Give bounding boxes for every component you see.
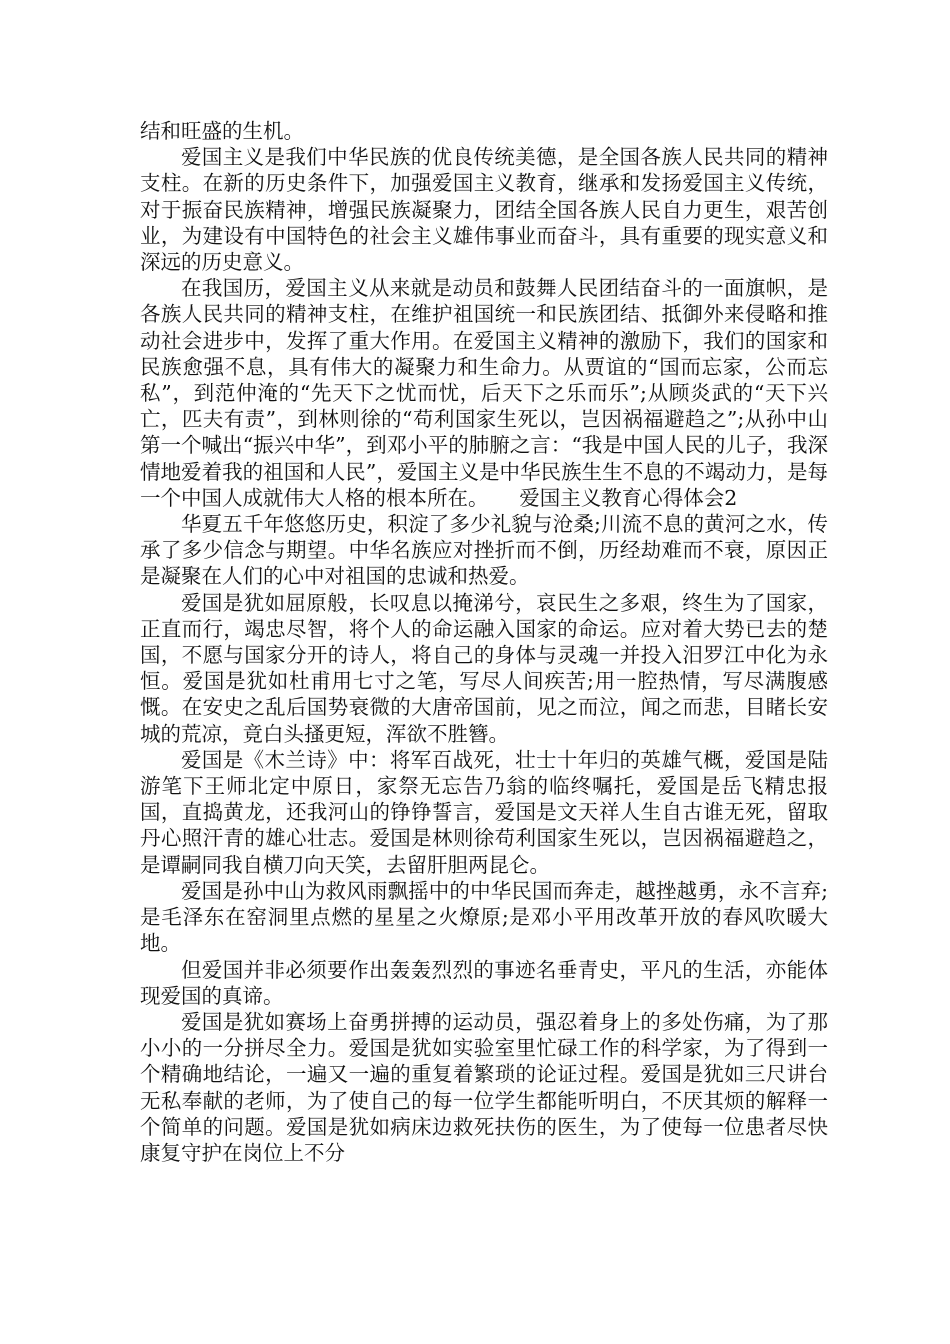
paragraph-continuation: 结和旺盛的生机。 [140,119,304,143]
paragraph-qu-yuan-du-fu: 爱国是犹如屈原般，长叹息以掩涕兮，哀民生之多艰，终生为了国家，正直而行，竭忠尽智，将个人的命运融入国家的命运。应对着大势已去的楚国，不愿与国家分开的诗人，将自己的身体与灵魂一并投入汨罗江中化为永恒。爱国是犹如杜甫用七寸之笔，写尽人间疾苦;用一腔热情，写尽满腹感慨。在安史之乱后国势衰微的大唐帝国前，见之而泣，闻之而悲，目睹长安城的荒凉，竟白头搔更短，浑欲不胜簪。 [140,590,828,746]
paragraph-mulan-heroes: 爱国是《木兰诗》中：将军百战死，壮士十年归的英雄气概，爱国是陆游笔下王师北定中原日，家祭无忘告乃翁的临终嘱托，爱国是岳飞精忠报国，直捣黄龙，还我河山的铮铮誓言，爱国是文天祥人生自古谁无死，留取丹心照汗青的雄心壮志。爱国是林则徐苟利国家生死以，岂因祸福避趋之，是谭嗣同我自横刀向天笑，去留肝胆两昆仑。 [140,747,828,877]
paragraph-huaxia-history: 华夏五千年悠悠历史，积淀了多少礼貌与沧桑;川流不息的黄河之水，传承了多少信念与期望。中华名族应对挫折而不倒，历经劫难而不衰，原因正是凝聚在人们的心中对祖国的忠诚和热爱。 [140,512,828,589]
paragraph-ordinary-life: 但爱国并非必须要作出轰轰烈烈的事迹名垂青史，平凡的生活，亦能体现爱国的真谛。 [140,957,828,1008]
document-body [140,118,828,1166]
paragraph-modern-leaders: 爱国是孙中山为救风雨飘摇中的中华民国而奔走，越挫越勇，永不言弃;是毛泽东在窑洞里点燃的星星之火燎原;是邓小平用改革开放的春风吹暖大地。 [140,878,828,956]
paragraph-patriotism-virtue: 爱国主义是我们中华民族的优良传统美德，是全国各族人民共同的精神支柱。在新的历史条件下，加强爱国主义教育，继承和发扬爱国主义传统，对于振奋民族精神，增强民族凝聚力，团结全国各族人民自力更生，艰苦创业，为建设有中国特色的社会主义雄伟事业而奋斗，具有重要的现实意义和深远的历史意义。 [140,145,828,275]
paragraph-ordinary-examples: 爱国是犹如赛场上奋勇拼搏的运动员，强忍着身上的多处伤痛，为了那小小的一分拼尽全力。爱国是犹如实验室里忙碌工作的科学家，为了得到一个精确地结论，一遍又一遍的重复着繁琐的论证过程。爱国是犹如三尺讲台无私奉献的老师，为了使自己的每一位学生都能听明白，不厌其烦的解释一个简单的问题。爱国是犹如病床边救死扶伤的医生，为了使每一位患者尽快康复守护在岗位上不分 [140,1009,828,1165]
paragraph-patriotism-history: 在我国历，爱国主义从来就是动员和鼓舞人民团结奋斗的一面旗帜，是各族人民共同的精神支柱，在维护祖国统一和民族团结、抵御外来侵略和推动社会进步中，发挥了重大作用。在爱国主义精神的激励下，我们的国家和民族愈强不息，具有伟大的凝聚力和生命力。从贾谊的“国而忘家，公而忘私”，到范仲淹的“先天下之忧而忧，后天下之乐而乐”;从顾炎武的“天下兴亡，匹夫有责”，到林则徐的“苟利国家生死以，岂因祸福避趋之”;从孙中山第一个喊出“振兴中华”，到邓小平的肺腑之言：“我是中国人民的儿子，我深情地爱着我的祖国和人民”，爱国主义是中华民族生生不息的不竭动力，是每一个中国人成就伟大人格的根本所在。 爱国主义教育心得体会2 [140,276,828,510]
